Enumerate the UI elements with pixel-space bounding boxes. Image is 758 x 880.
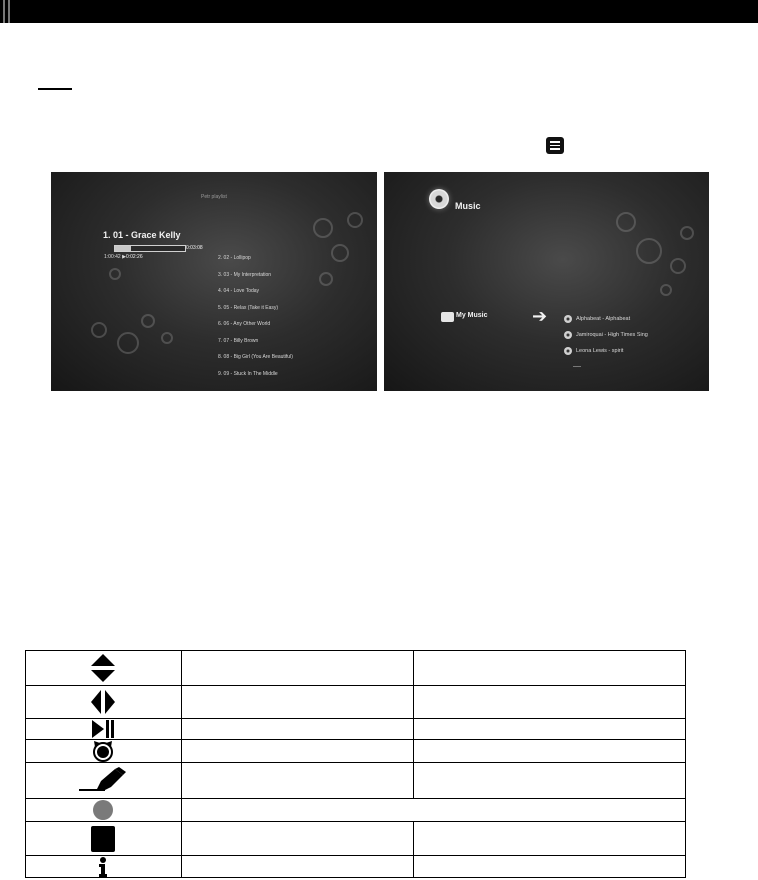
table-cell bbox=[181, 822, 414, 856]
table-row bbox=[26, 856, 686, 878]
button-key-table bbox=[25, 650, 686, 878]
table-cell bbox=[414, 651, 686, 686]
playlist-header: Petr playlist bbox=[201, 194, 227, 200]
icon-cell bbox=[26, 856, 182, 878]
elapsed-time: 1:00:42 bbox=[104, 254, 121, 260]
table-cell bbox=[414, 763, 686, 799]
left-right-arrows-icon bbox=[91, 689, 115, 715]
highlighter-icon bbox=[79, 767, 127, 795]
table-row bbox=[26, 686, 686, 719]
table-cell bbox=[181, 651, 414, 686]
track-item: 6. 06 - Any Other World bbox=[218, 321, 271, 327]
track-item: 8. 08 - Big Girl (You Are Beautiful) bbox=[218, 354, 293, 360]
table-cell bbox=[414, 686, 686, 719]
square-button-icon bbox=[91, 826, 115, 852]
music-disc-icon bbox=[429, 189, 449, 209]
album-item: Leona Lewis - spirit bbox=[576, 348, 624, 354]
more-indicator bbox=[573, 366, 581, 367]
table-row bbox=[26, 799, 686, 822]
table-cell bbox=[181, 740, 414, 763]
album-icon bbox=[564, 331, 572, 339]
progress-bar bbox=[114, 245, 186, 252]
album-item: Alphabeat - Alphabeat bbox=[576, 316, 631, 322]
table-cell bbox=[414, 822, 686, 856]
track-item: 9. 09 - Stuck In The Middle bbox=[218, 371, 278, 377]
current-time: 0:02:26 bbox=[125, 254, 143, 260]
album-icon bbox=[564, 315, 572, 323]
track-item: 4. 04 - Love Today bbox=[218, 288, 260, 294]
album-item: Jamiroquai - High Times Sing bbox=[576, 332, 648, 338]
track-item: 5. 05 - Relax (Take it Easy) bbox=[218, 305, 279, 311]
header-notch bbox=[3, 0, 5, 23]
icon-cell bbox=[26, 763, 182, 799]
progress-fill bbox=[115, 246, 131, 251]
repeat-icon bbox=[92, 740, 114, 762]
icon-cell bbox=[26, 651, 182, 686]
track-item: 7. 07 - Billy Brown bbox=[218, 338, 259, 344]
table-row bbox=[26, 822, 686, 856]
icon-cell bbox=[26, 822, 182, 856]
table-cell bbox=[181, 686, 414, 719]
section-heading-underline bbox=[38, 88, 72, 90]
table-row bbox=[26, 651, 686, 686]
table-cell bbox=[414, 856, 686, 878]
icon-cell bbox=[26, 740, 182, 763]
table-row bbox=[26, 763, 686, 799]
play-pause-icon bbox=[91, 720, 115, 738]
track-item: 2. 02 - Lollipop bbox=[218, 255, 251, 261]
table-cell bbox=[181, 763, 414, 799]
info-icon bbox=[98, 857, 108, 877]
up-down-arrows-icon bbox=[90, 654, 116, 682]
table-row bbox=[26, 740, 686, 763]
table-cell bbox=[414, 740, 686, 763]
table-cell bbox=[181, 719, 414, 740]
now-playing-title: 1. 01 - Grace Kelly bbox=[103, 230, 181, 240]
table-cell bbox=[181, 799, 685, 822]
table-row bbox=[26, 719, 686, 740]
music-browser-screenshot bbox=[384, 172, 709, 391]
right-arrow-icon: ➔ bbox=[532, 306, 548, 327]
track-item: 3. 03 - My Interpretation bbox=[218, 272, 272, 278]
music-title: Music bbox=[455, 201, 481, 211]
table-cell bbox=[414, 719, 686, 740]
album-icon bbox=[564, 347, 572, 355]
icon-cell bbox=[26, 719, 182, 740]
icon-cell bbox=[26, 799, 182, 822]
icon-cell bbox=[26, 686, 182, 719]
now-playing-screenshot bbox=[51, 172, 377, 391]
header-notch bbox=[8, 0, 10, 23]
total-time: 0:03:08 bbox=[186, 245, 203, 251]
menu-icon bbox=[546, 137, 564, 154]
my-music-folder: My Music bbox=[456, 312, 488, 319]
folder-icon bbox=[441, 312, 454, 322]
time-row bbox=[104, 254, 143, 260]
header-bar bbox=[0, 0, 758, 23]
circle-button-icon bbox=[93, 800, 113, 820]
table-cell bbox=[181, 856, 414, 878]
play-icon: ▶ bbox=[122, 254, 126, 260]
